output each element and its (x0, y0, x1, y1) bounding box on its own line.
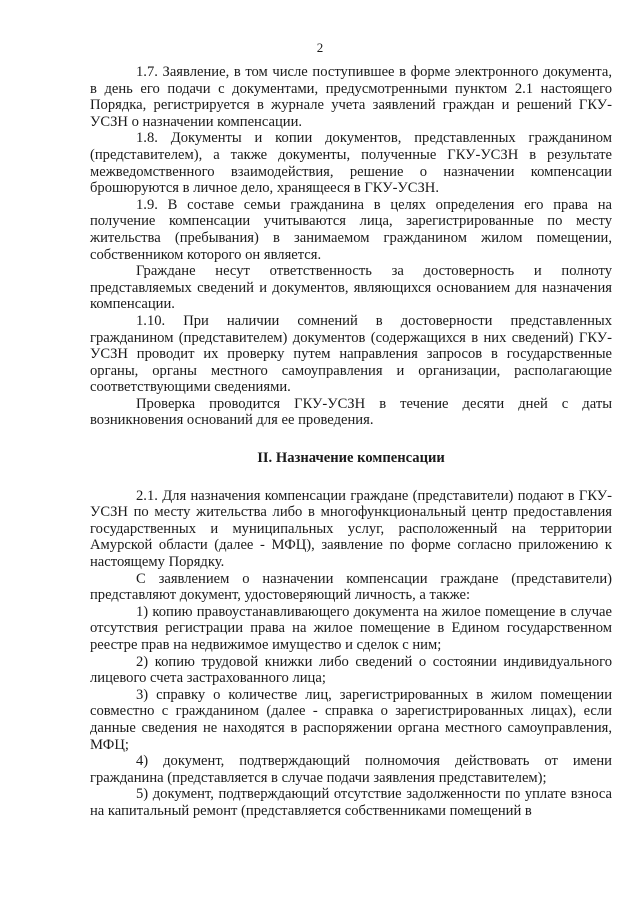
paragraph-1-9: 1.9. В составе семьи гражданина в целях определения его права на получение компенсации учитываются лица, зарегистрированные по месту жительства (пребывания) в занимаемом гражданином жилом помещении, собственником которого он является. (90, 196, 612, 263)
paragraph-2-1: 2.1. Для назначения компенсации граждане (представители) подают в ГКУ-УСЗН по месту жительства либо в многофункциональный центр предоставления государственных и муниципальных услуг, расположенный на территории Амурской области (далее - МФЦ), заявление по форме согласно приложению к настоящему Порядку. (90, 487, 612, 571)
paragraph-1-7: 1.7. Заявление, в том числе поступившее в форме электронного документа, в день его подачи с документами, предусмотренными пунктом 2.1 настоящего Порядка, регистрируется в журнале учета заявлений граждан и решений ГКУ-УСЗН о назначении компенсации. (90, 64, 612, 130)
page-number: 2 (316, 40, 324, 55)
paragraph-documents-intro: С заявлением о назначении компенсации граждане (представители) представляют документ, удостоверяющий личность, а также: (90, 570, 612, 604)
list-item-2: 2) копию трудовой книжки либо сведений о состоянии индивидуального лицевого счета застрахованного лица; (90, 653, 612, 687)
paragraph-1-10: 1.10. При наличии сомнений в достоверности представленных гражданином (представителем) документов (содержащихся в них сведений) ГКУ-УСЗН проводит их проверку путем направления запросов в государственные органы, органы местного самоуправления и организации, располагающие соответствующими сведениями. (90, 312, 612, 396)
document-body (90, 64, 612, 820)
list-item-3: 3) справку о количестве лиц, зарегистрированных в жилом помещении совместно с гражданином (далее - справка о зарегистрированных лицах), если данные сведения не находятся в распоряжении органа местного самоуправления, МФЦ; (90, 686, 612, 753)
paragraph-responsibility: Граждане несут ответственность за достоверность и полноту представляемых сведений и документов, являющихся основанием для назначения компенсации. (90, 263, 612, 313)
section-heading: II. Назначение компенсации (257, 450, 445, 467)
paragraph-1-8: 1.8. Документы и копии документов, представленных гражданином (представителем), а также документы, полученные ГКУ-УСЗН в результате межведомственного взаимодействия, решение о назначении компенсации брошюруются в личное дело, хранящееся в ГКУ-УСЗН. (90, 130, 612, 197)
paragraph-verification: Проверка проводится ГКУ-УСЗН в течение десяти дней с даты возникновения оснований для ее проведения. (90, 395, 612, 429)
list-item-1: 1) копию правоустанавливающего документа на жилое помещение в случае отсутствия регистрации права на жилое помещение в Едином государственном реестре прав на недвижимое имущество и сделок с ним; (90, 603, 612, 653)
list-item-5: 5) документ, подтверждающий отсутствие задолженности по уплате взноса на капитальный ремонт (представляется собственниками помещений в (90, 786, 612, 819)
list-item-4: 4) документ, подтверждающий полномочия действовать от имени гражданина (представляется в случае подачи заявления представителем); (90, 753, 612, 786)
